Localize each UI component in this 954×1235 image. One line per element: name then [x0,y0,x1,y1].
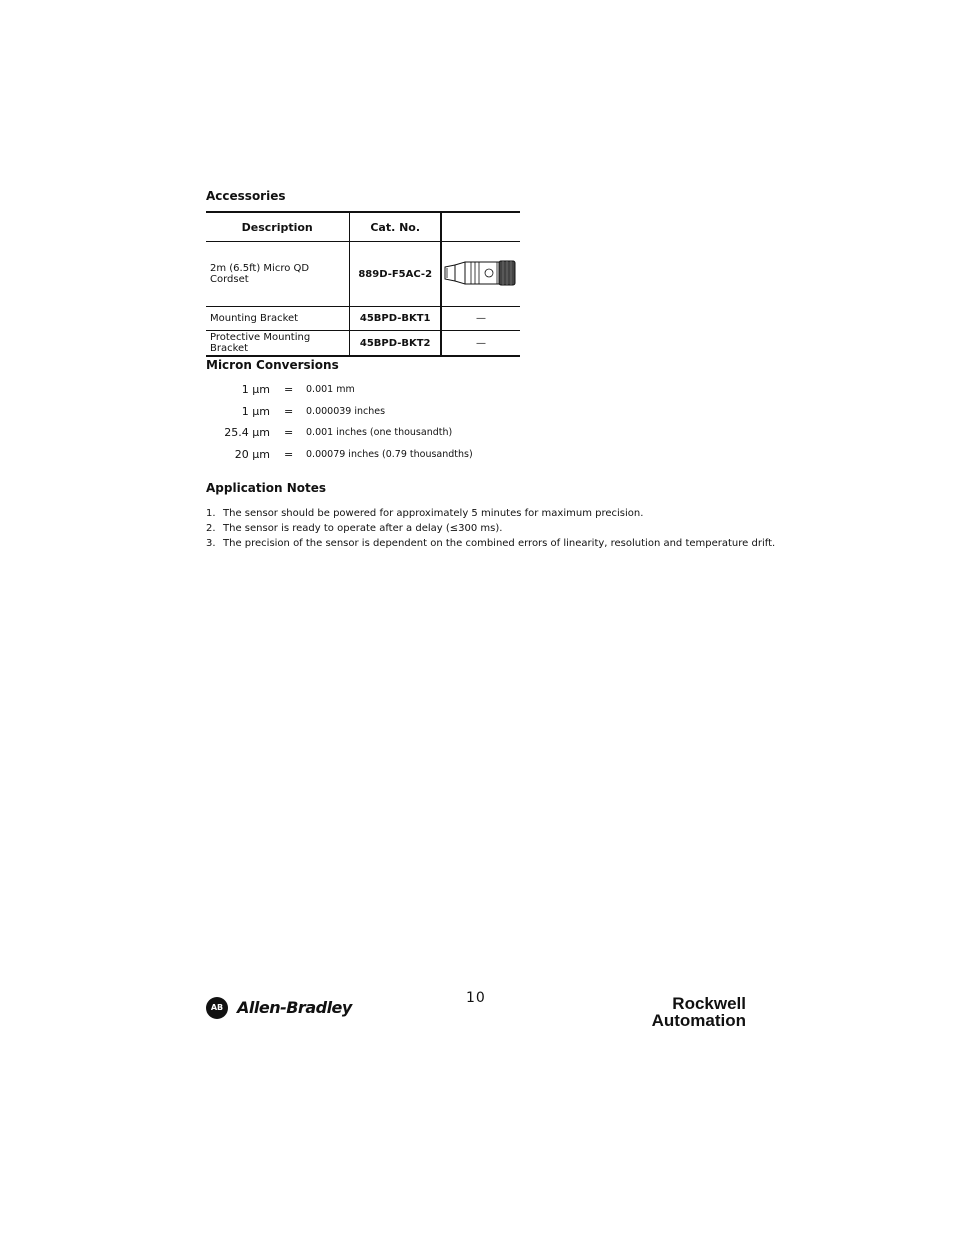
equals-sign: = [284,383,294,396]
list-item [206,523,775,538]
table-row [206,331,520,357]
table-header-row [206,212,520,242]
table-row [206,242,520,307]
image-header [441,212,520,242]
allen-bradley-logo: AB [206,997,228,1019]
micron-heading: Micron Conversions [206,358,339,372]
note-text: The sensor is ready to operate after a delay (≤300 ms). [223,523,503,534]
list-item [206,538,775,553]
equals-sign: = [284,426,294,439]
note-text: The sensor should be powered for approximately 5 minutes for maximum precision. [223,508,644,519]
row-cat-no: 45BPD-BKT1 [350,307,441,331]
rockwell-line1: Rockwell [672,994,746,1013]
conversion-lhs: 25.4 µm [224,426,270,439]
conversion-row [206,383,536,399]
conversion-lhs: 1 µm [241,383,270,396]
row-image-dash: — [441,307,520,331]
conversion-row [206,405,536,421]
row-description: 2m (6.5ft) Micro QD Cordset [206,242,350,307]
cordset-image [441,242,520,307]
row-image-dash: — [476,337,486,349]
rockwell-line2: Automation [651,1011,746,1030]
cat-no-header: Cat. No. [350,212,441,242]
conversion-lhs: 1 µm [241,405,270,418]
conversion-rhs: 0.00079 inches (0.79 thousandths) [306,449,473,460]
note-number: 3. [206,538,216,549]
row-description: Protective Mounting Bracket [206,331,350,357]
equals-sign: = [284,405,294,418]
list-item [206,508,775,523]
conversion-rhs: 0.000039 inches [306,406,386,417]
table-row [206,307,520,331]
conversion-rhs: 0.001 mm [306,384,355,395]
accessories-heading: Accessories [206,189,286,203]
accessories-table [206,211,520,357]
row-cat-no: 889D-F5AC-2 [350,242,441,307]
page-number: 10 [466,990,486,1006]
row-description: Mounting Bracket [206,307,350,331]
conversion-row [206,448,536,464]
note-text: The precision of the sensor is dependent on the combined errors of linearity, resolution and temperature drift. [223,538,776,549]
note-number: 2. [206,523,216,534]
notes-heading: Application Notes [206,481,327,495]
note-number: 1. [206,508,216,519]
row-cat-no: 45BPD-BKT2 [350,331,441,357]
conversion-lhs: 20 µm [234,448,270,461]
rockwell-automation-logo [652,995,746,1029]
conversion-rhs: 0.001 inches (one thousandth) [306,427,453,438]
cordset-connector-icon [443,260,519,286]
conversion-row [206,426,536,442]
equals-sign: = [284,448,294,461]
allen-bradley-brand: Allen-Bradley [237,998,352,1017]
description-header: Description [206,212,350,242]
application-notes-list [206,508,775,553]
